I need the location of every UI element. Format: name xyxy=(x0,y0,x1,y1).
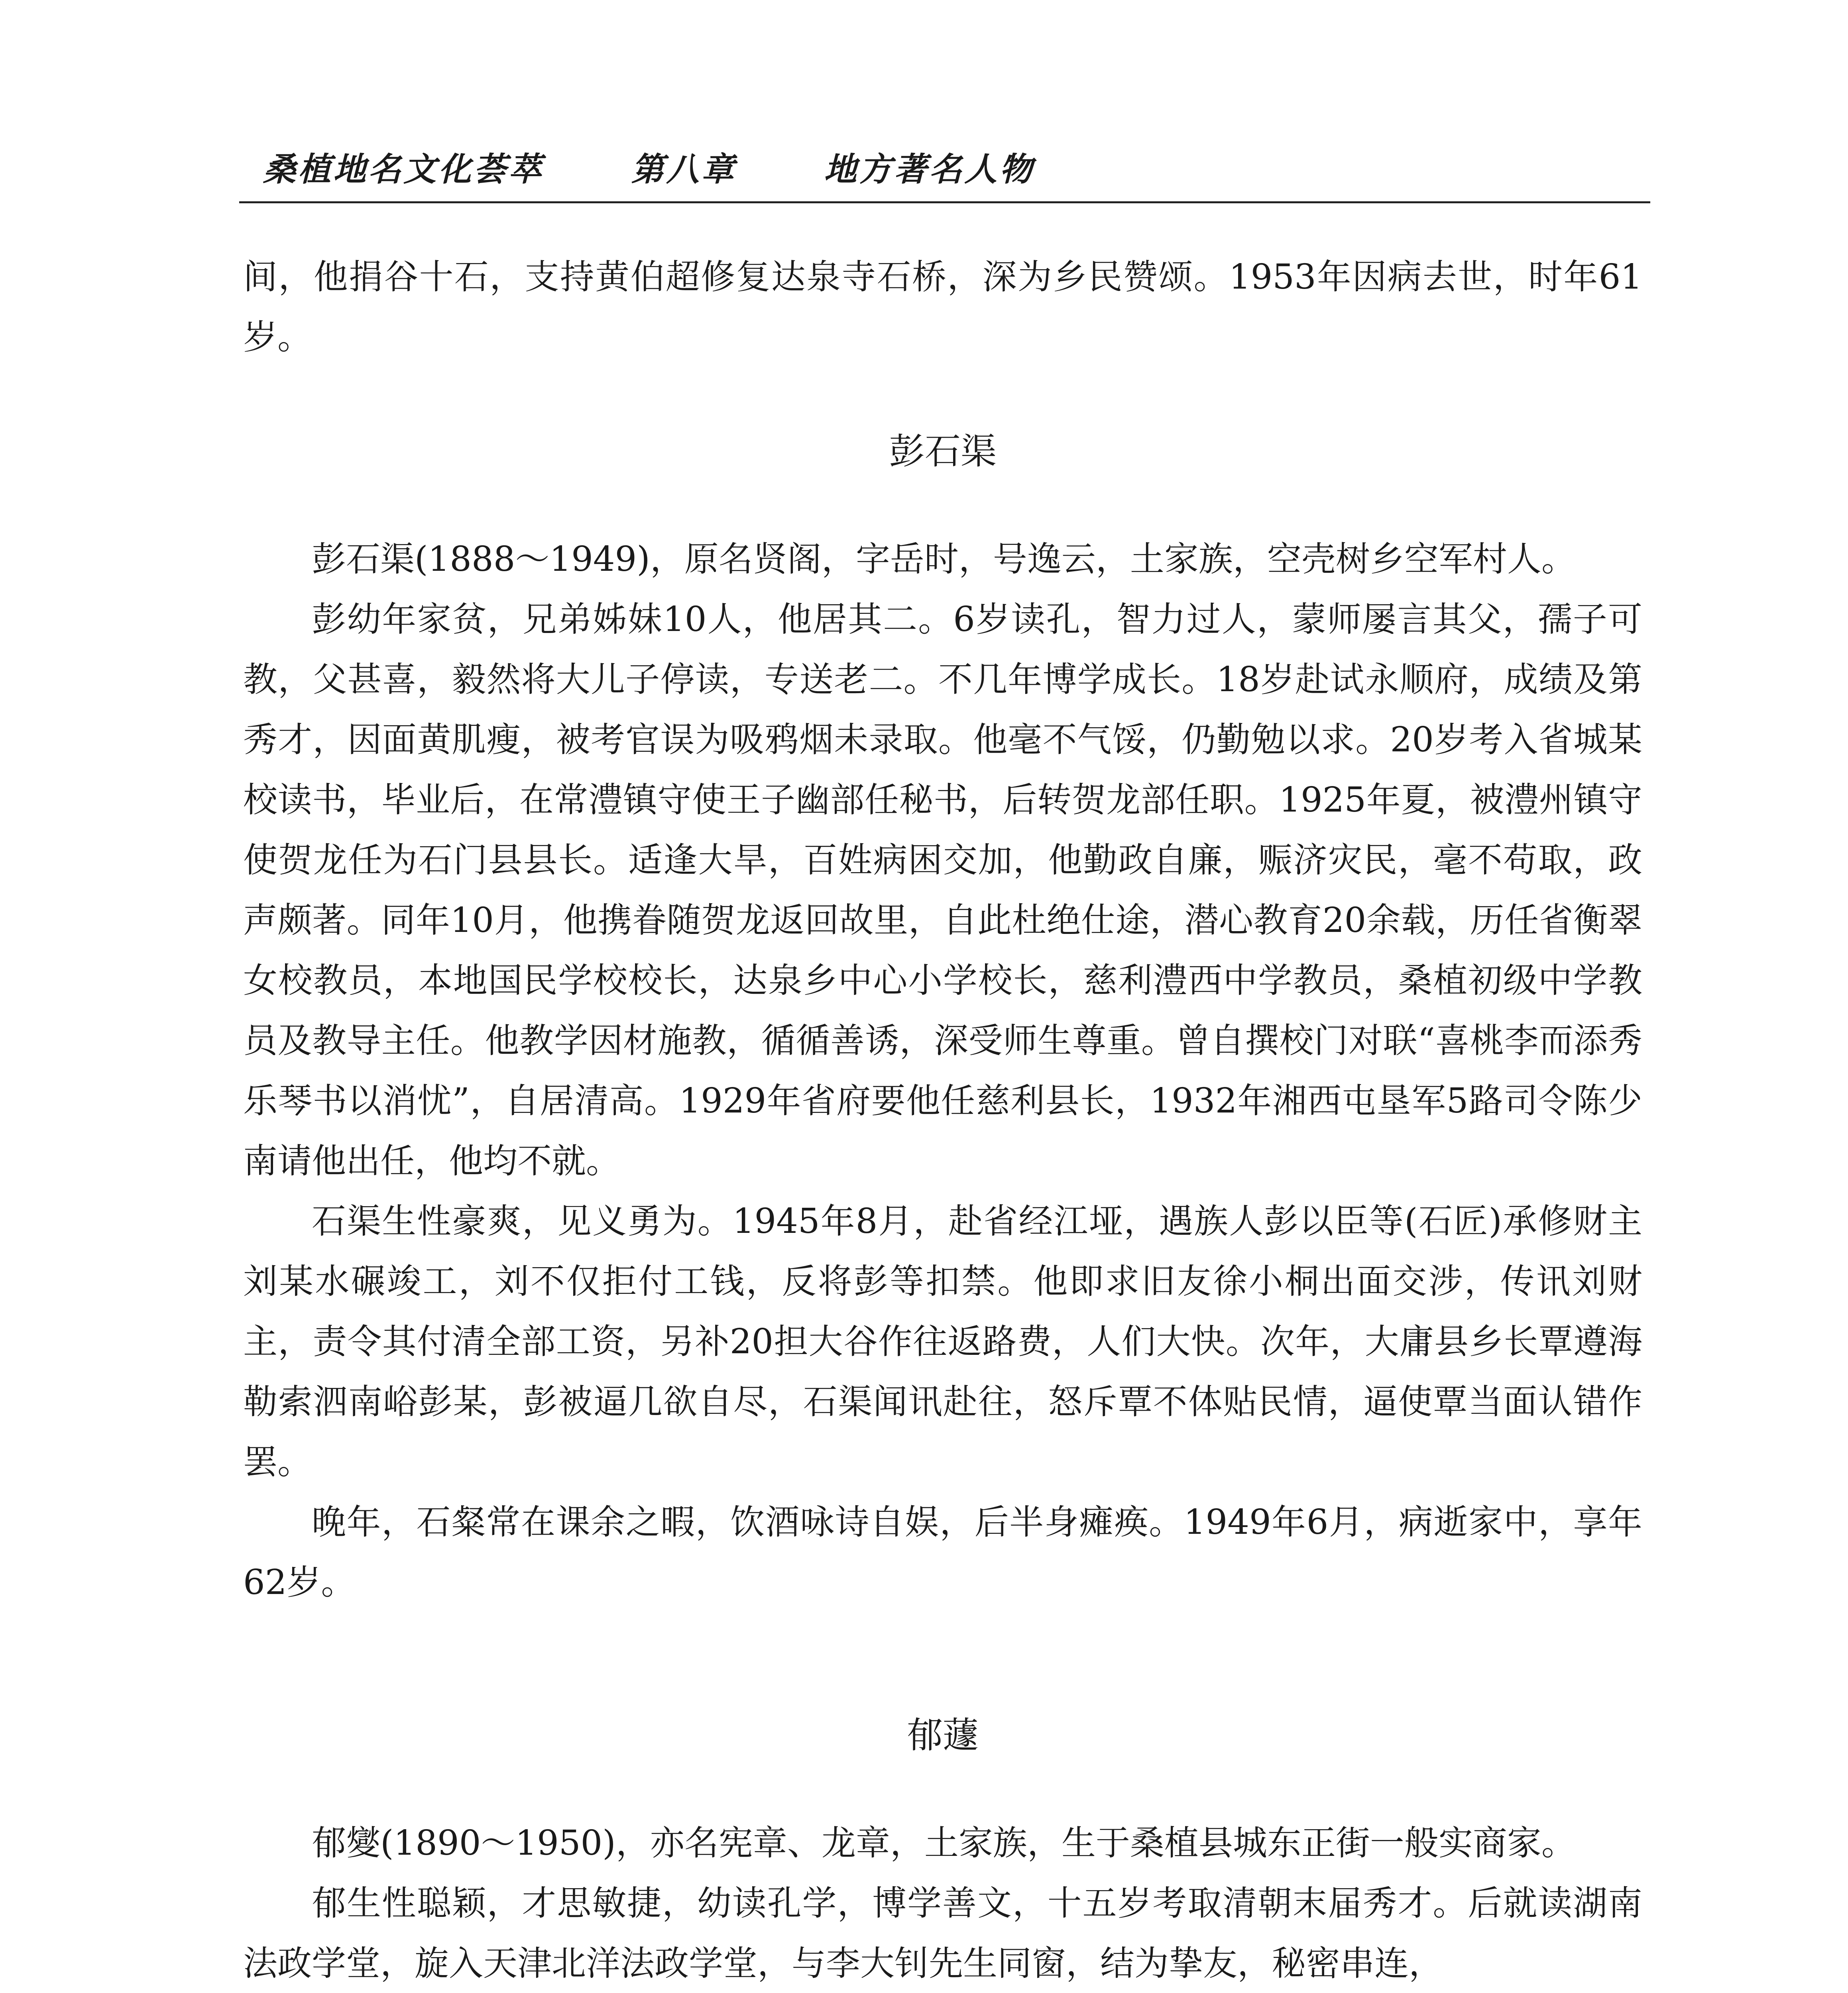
body-text xyxy=(243,247,1642,1993)
header-divider xyxy=(239,201,1650,203)
header-book-title: 桑植地名文化荟萃 xyxy=(263,151,544,189)
paragraph: 彭石渠(1888～1949)，原名贤阁，字岳时，号逸云，土家族，空壳树乡空军村人。 xyxy=(312,539,1576,579)
section-title-yu-qu: 郁蘧 xyxy=(907,1714,979,1756)
section-title-peng-shiqu: 彭石渠 xyxy=(889,430,997,472)
paragraph: 郁夑(1890～1950)，亦名宪章、龙章，土家族，生于桑植县城东正街一般实商家。 xyxy=(312,1823,1576,1863)
continuation-paragraph: 间，他捐谷十石，支持黄伯超修复达泉寺石桥，深为乡民赞颂。1953年因病去世，时年61岁。 xyxy=(243,257,1642,357)
running-header xyxy=(263,143,1108,190)
paragraph: 石渠生性豪爽，见义勇为。1945年8月，赴省经江垭，遇族人彭以臣等(石匠)承修财主刘某水碾竣工，刘不仅拒付工钱，反将彭等扣禁。他即求旧友徐小桐出面交涉，传讯刘财主，责令其付清全部工资，另补20担大谷作往返路费，人们大快。次年，大庸县乡长覃遵海勒索泗南峪彭某，彭被逼几欲自尽，石渠闻讯赴往，怒斥覃不体贴民情，逼使覃当面认错作罢。 xyxy=(243,1201,1642,1482)
paragraph: 郁生性聪颖，才思敏捷，幼读孔学，博学善文，十五岁考取清朝末届秀才。后就读湖南法政学堂，旋入天津北洋法政学堂，与李大钊先生同窗，结为挚友，秘密串连， xyxy=(243,1883,1642,1983)
header-chapter-title: 地方著名人物 xyxy=(824,151,1035,189)
paragraph: 彭幼年家贫，兄弟姊妹10人，他居其二。6岁读孔，智力过人，蒙师屡言其父，孺子可教，父甚喜，毅然将大儿子停读，专送老二。不几年博学成长。18岁赴试永顺府，成绩及第秀才，因面黄肌瘦，被考官误为吸鸦烟未录取。他毫不气馁，仍勤勉以求。20岁考入省城某校读书，毕业后，在常澧镇守使王子幽部任秘书，后转贺龙部任职。1925年夏，被澧州镇守使贺龙任为石门县县长。适逢大旱，百姓病困交加，他勤政自廉，赈济灾民，毫不苟取，政声颇著。同年10月，他携眷随贺龙返回故里，自此杜绝仕途，潜心教育20余载，历任省衡翠女校教员，本地国民学校校长，达泉乡中心小学校长，慈利澧西中学教员，桑植初级中学教员及教导主任。他教学因材施教，循循善诱，深受师生尊重。曾自撰校门对联“喜桃李而添秀乐琴书以消忧”，自居清高。1929年省府要他任慈利县长，1932年湘西屯垦军5路司令陈少南请他出任，他均不就。 xyxy=(243,599,1642,1181)
paragraph: 晚年，石粲常在课余之暇，饮酒咏诗自娱，后半身瘫痪。1949年6月，病逝家中，享年62岁。 xyxy=(243,1502,1642,1602)
header-chapter: 第八章 xyxy=(631,151,737,189)
